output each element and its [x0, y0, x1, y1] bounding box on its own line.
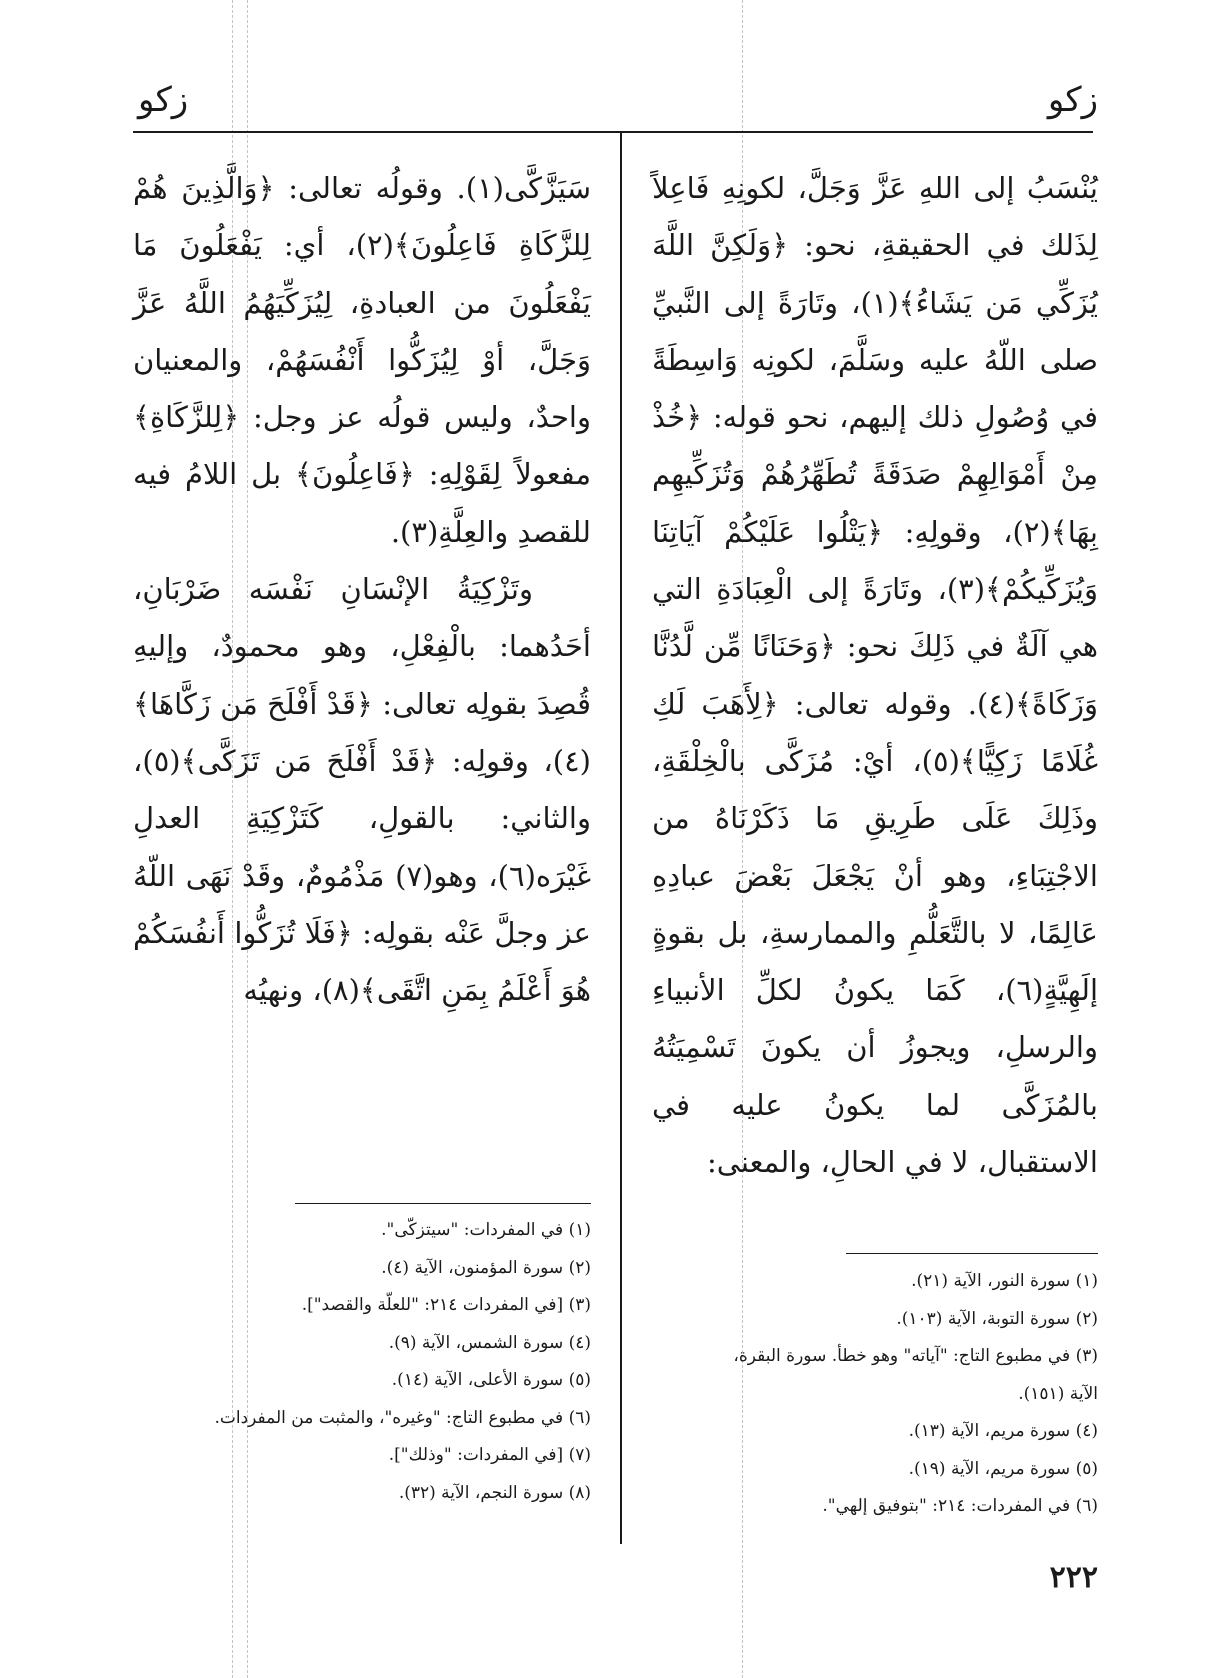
column-divider [620, 132, 622, 1544]
footnote: (٨) سورة النجم، الآية (٣٢). [398, 1482, 591, 1503]
left-column-text [133, 160, 591, 1019]
footnote: الآية (١٥١). [1018, 1383, 1098, 1404]
footnote: (٣) [في المفردات ٢١٤: "للعلّة والقصد"]. [301, 1295, 591, 1315]
footnote: (٣) في مطبوع التاج: "آياته" وهو خطأ. سورة البقرة، [733, 1346, 1098, 1366]
right-column-paragraph: يُنْسَبُ إلى اللهِ عَزَّ وَجَلَّ، لكونِهِ فَاعِلاً لِذَلك في الحقيقةِ، نحو: ﴿وَلَكِنَّ اللَّهَ يُزَكِّي مَن يَشَاءُ﴾(١)، وتَارَةً إلى النَّبيِّ صلى اللّهُ عليه وسَلَّمَ، لكونِه وَاسِطَةً في وُصُولِ ذلك إليهم، نحو قوله: ﴿خُذْ مِنْ أَمْوَالِهِمْ صَدَقَةً تُطَهِّرُهُمْ وَتُزَكِّيهِم بِهَا﴾(٢)، وقولِهِ: ﴿يَتْلُوا عَلَيْكُمْ آيَاتِنَا وَيُزَكِّيكُمْ﴾(٣)، وتَارَةً إلى الْعِبَادَةِ التي هي آلَةٌ في ذَلِكَ نحو: ﴿وَحَنَانًا مِّن لَّدُنَّا وَزَكَاةً﴾(٤). وقوله تعالى: ﴿لِأَهَبَ لَكِ غُلَامًا زَكِيًّا﴾(٥)، أيْ: مُزَكَّى بالْخِلْقَةِ، وذَلِكَ عَلَى طَرِيقِ مَا ذَكَرْنَاهُ من الاجْتِبَاءِ، وهو أنْ يَجْعَلَ بَعْضَ عبادِهِ عَالِمًا، لا بالتَّعَلُّمِ والممارسةِ، بل بقوةٍ إلَهِيَّةٍ(٦)، كَمَا يكونُ لكلِّ الأنبياءِ والرسلِ، ويجوزُ أن يكونَ تَسْمِيَتُهُ بالمُزَكَّى لما يكونُ عليه في الاستقبال، لا في الحالِ، والمعنى: [652, 171, 1098, 1180]
left-footnotes [133, 1212, 591, 1512]
right-footnotes [652, 1263, 1098, 1526]
footnote: (٥) سورة الأعلى، الآية (١٤). [391, 1370, 591, 1390]
footnote: (١) سورة النور، الآية (٢١). [911, 1271, 1098, 1291]
footnote: (٤) سورة مريم، الآية (١٣). [908, 1421, 1098, 1441]
footnote: (٢) سورة التوبة، الآية (١٠٣). [896, 1308, 1098, 1329]
footnote: (٥) سورة مريم، الآية (١٩). [908, 1458, 1098, 1479]
running-header-left: زكو [138, 80, 189, 120]
footnote-rule-right [846, 1253, 1098, 1254]
footnote: (٤) سورة الشمس، الآية (٩). [388, 1332, 591, 1353]
footnote: (١) في المفردات: "سيتزكّى". [381, 1220, 591, 1240]
header-rule [133, 131, 1093, 133]
footnote: (٦) في المفردات: ٢١٤: "بتوفيق إلهي". [822, 1496, 1098, 1516]
right-column-text [652, 160, 1098, 1191]
footnote: (٢) سورة المؤمنون، الآية (٤). [381, 1257, 591, 1278]
footnote-rule-left [295, 1203, 591, 1204]
footnote: (٧) [في المفردات: "وذلك"]. [388, 1445, 591, 1465]
footnote: (٦) في مطبوع التاج: "وغيره"، والمثبت من المفردات. [214, 1407, 591, 1428]
page-number: ٢٢٢ [1049, 1560, 1098, 1595]
running-header-right: زكو [1047, 80, 1098, 120]
left-column-paragraph: سَيَزَّكَّى(١). وقولُه تعالى: ﴿وَالَّذِينَ هُمْ لِلزَّكَاةِ فَاعِلُونَ﴾(٢)، أي: يَفْعَلُونَ مَا يَفْعَلُونَ من العبادةِ، لِيُزَكِّيَهُمُ اللَّهُ عَزَّ وَجَلَّ، أوْ لِيُزَكُّوا أَنْفُسَهُمْ، والمعنيان واحدٌ، وليس قولُه عز وجل: ﴿لِلزَّكَاةِ﴾ مفعولاً لِقَوْلِهِ: ﴿فَاعِلُونَ﴾ بل اللامُ فيه للقصدِ والعِلَّةِ(٣). [133, 171, 591, 549]
left-column-paragraph: وتَزْكِيَةُ الإنْسَانِ نَفْسَه ضَرْبَانِ، أحَدُهما: بالْفِعْلِ، وهو محمودٌ، وإليهِ قُصِدَ بقولِه تعالى: ﴿قَدْ أَفْلَحَ مَن زَكَّاهَا﴾(٤)، وقولِه: ﴿قَدْ أَفْلَحَ مَن تَزَكَّى﴾(٥)، والثاني: بالقولِ، كَتَزْكِيَةِ العدلِ غَيْرَه(٦)، وهو(٧) مَذْمُومٌ، وقَدْ نَهَى اللّهُ عز وجلَّ عَنْه بقولِه: ﴿فَلَا تُزَكُّوا أَنفُسَكُمْ هُوَ أَعْلَمُ بِمَنِ اتَّقَى﴾(٨)، ونهيُه [133, 572, 591, 1008]
